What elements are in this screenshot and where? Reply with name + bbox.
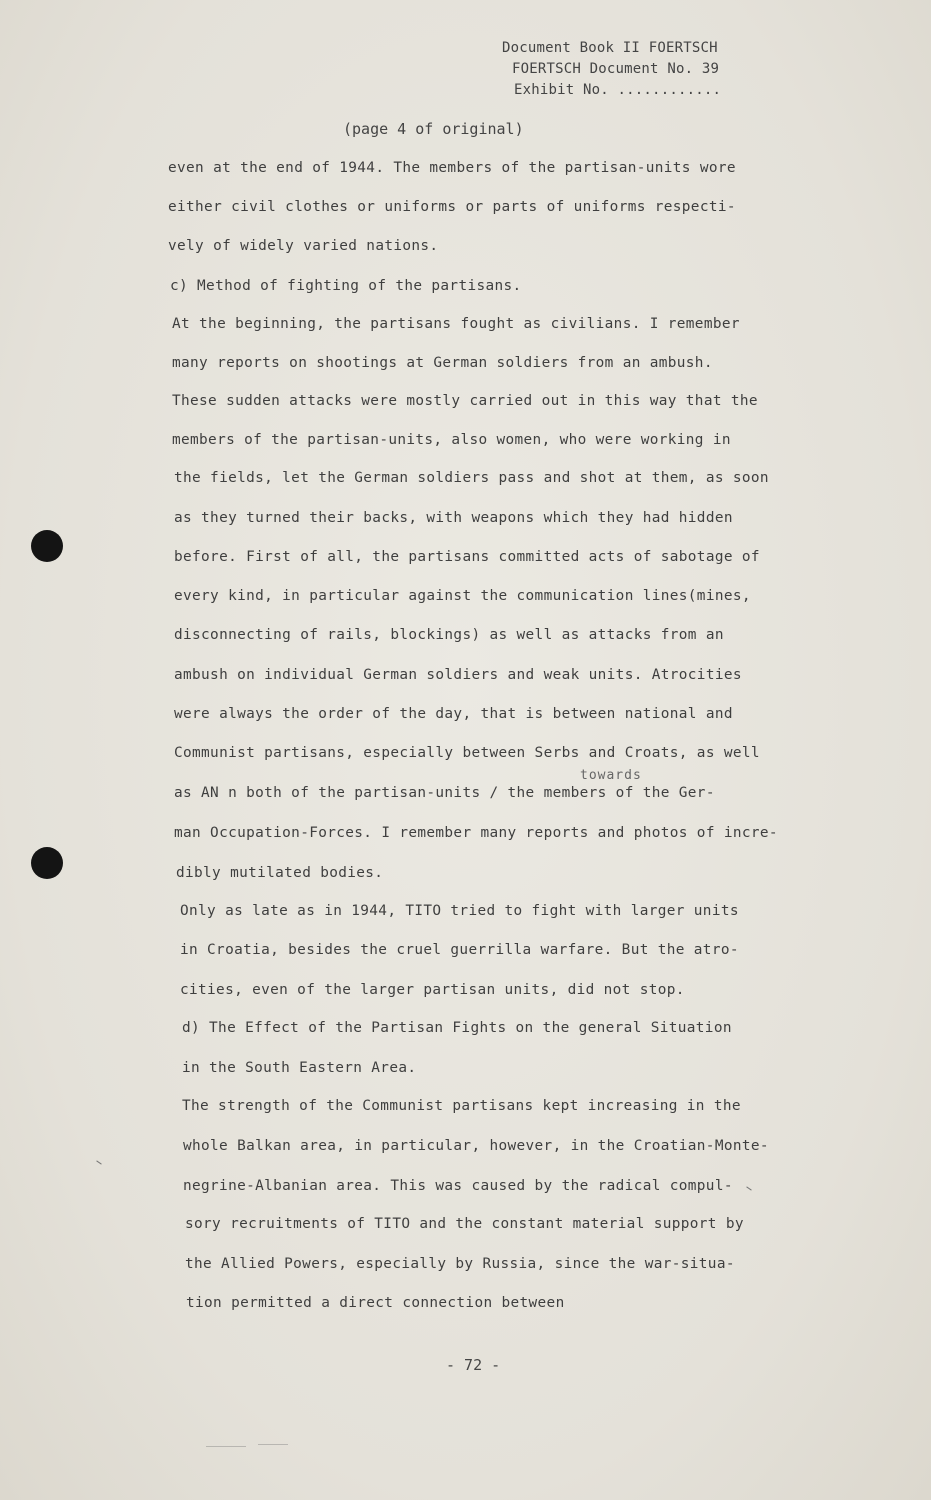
body-line: The strength of the Communist partisans kept increasing in the [182, 1098, 741, 1114]
punch-hole-icon [31, 530, 63, 562]
section-heading-d: d) The Effect of the Partisan Fights on the general Situation [182, 1020, 732, 1036]
body-line: cities, even of the larger partisan units, did not stop. [180, 982, 685, 998]
body-line: Communist partisans, especially between Serbs and Croats, as well [174, 745, 760, 761]
body-line: the Allied Powers, especially by Russia, since the war-situa- [185, 1256, 735, 1272]
body-line: many reports on shootings at German soldiers from an ambush. [172, 355, 713, 371]
body-line: whole Balkan area, in particular, however, in the Croatian-Monte- [183, 1138, 769, 1154]
body-line: At the beginning, the partisans fought as civilians. I remember [172, 316, 740, 332]
section-heading-c: c) Method of fighting of the partisans. [170, 278, 522, 294]
body-line: dibly mutilated bodies. [176, 865, 384, 881]
original-page-reference: (page 4 of original) [343, 120, 524, 138]
paper-speck [258, 1444, 288, 1445]
interlinear-correction: towards [580, 768, 642, 783]
body-line: negrine-Albanian area. This was caused by the radical compul- [183, 1178, 733, 1194]
body-line: Only as late as in 1944, TITO tried to fight with larger units [180, 903, 739, 919]
body-line: disconnecting of rails, blockings) as well as attacks from an [174, 627, 724, 643]
section-heading-d-continued: in the South Eastern Area. [182, 1060, 417, 1076]
body-line: in Croatia, besides the cruel guerrilla warfare. But the atro- [180, 942, 739, 958]
body-line: members of the partisan-units, also women, who were working in [172, 432, 731, 448]
body-line: These sudden attacks were mostly carried out in this way that the [172, 393, 758, 409]
body-line: as they turned their backs, with weapons which they had hidden [174, 510, 733, 526]
body-line: the fields, let the German soldiers pass and shot at them, as soon [174, 470, 769, 486]
body-line: every kind, in particular against the communication lines(mines, [174, 588, 751, 604]
paper-speck [206, 1446, 246, 1447]
body-line: before. First of all, the partisans committed acts of sabotage of [174, 549, 760, 565]
body-line: tion permitted a direct connection between [186, 1295, 565, 1311]
body-line: sory recruitments of TITO and the constant material support by [185, 1216, 744, 1232]
body-line: even at the end of 1944. The members of the partisan-units wore [168, 160, 736, 176]
body-line: as AN n both of the partisan-units / the members of the Ger- [174, 785, 715, 801]
body-line: man Occupation-Forces. I remember many reports and photos of incre- [174, 825, 778, 841]
page-number: - 72 - [446, 1356, 501, 1374]
header-document-book: Document Book II FOERTSCH [502, 40, 718, 56]
header-document-number: FOERTSCH Document No. 39 [512, 61, 720, 77]
header-exhibit-number: Exhibit No. ............ [514, 82, 722, 98]
body-line: were always the order of the day, that is between national and [174, 706, 733, 722]
body-line: vely of widely varied nations. [168, 238, 439, 254]
body-line: either civil clothes or uniforms or parts of uniforms respecti- [168, 199, 736, 215]
punch-hole-icon [31, 847, 63, 879]
body-line: ambush on individual German soldiers and weak units. Atrocities [174, 667, 742, 683]
